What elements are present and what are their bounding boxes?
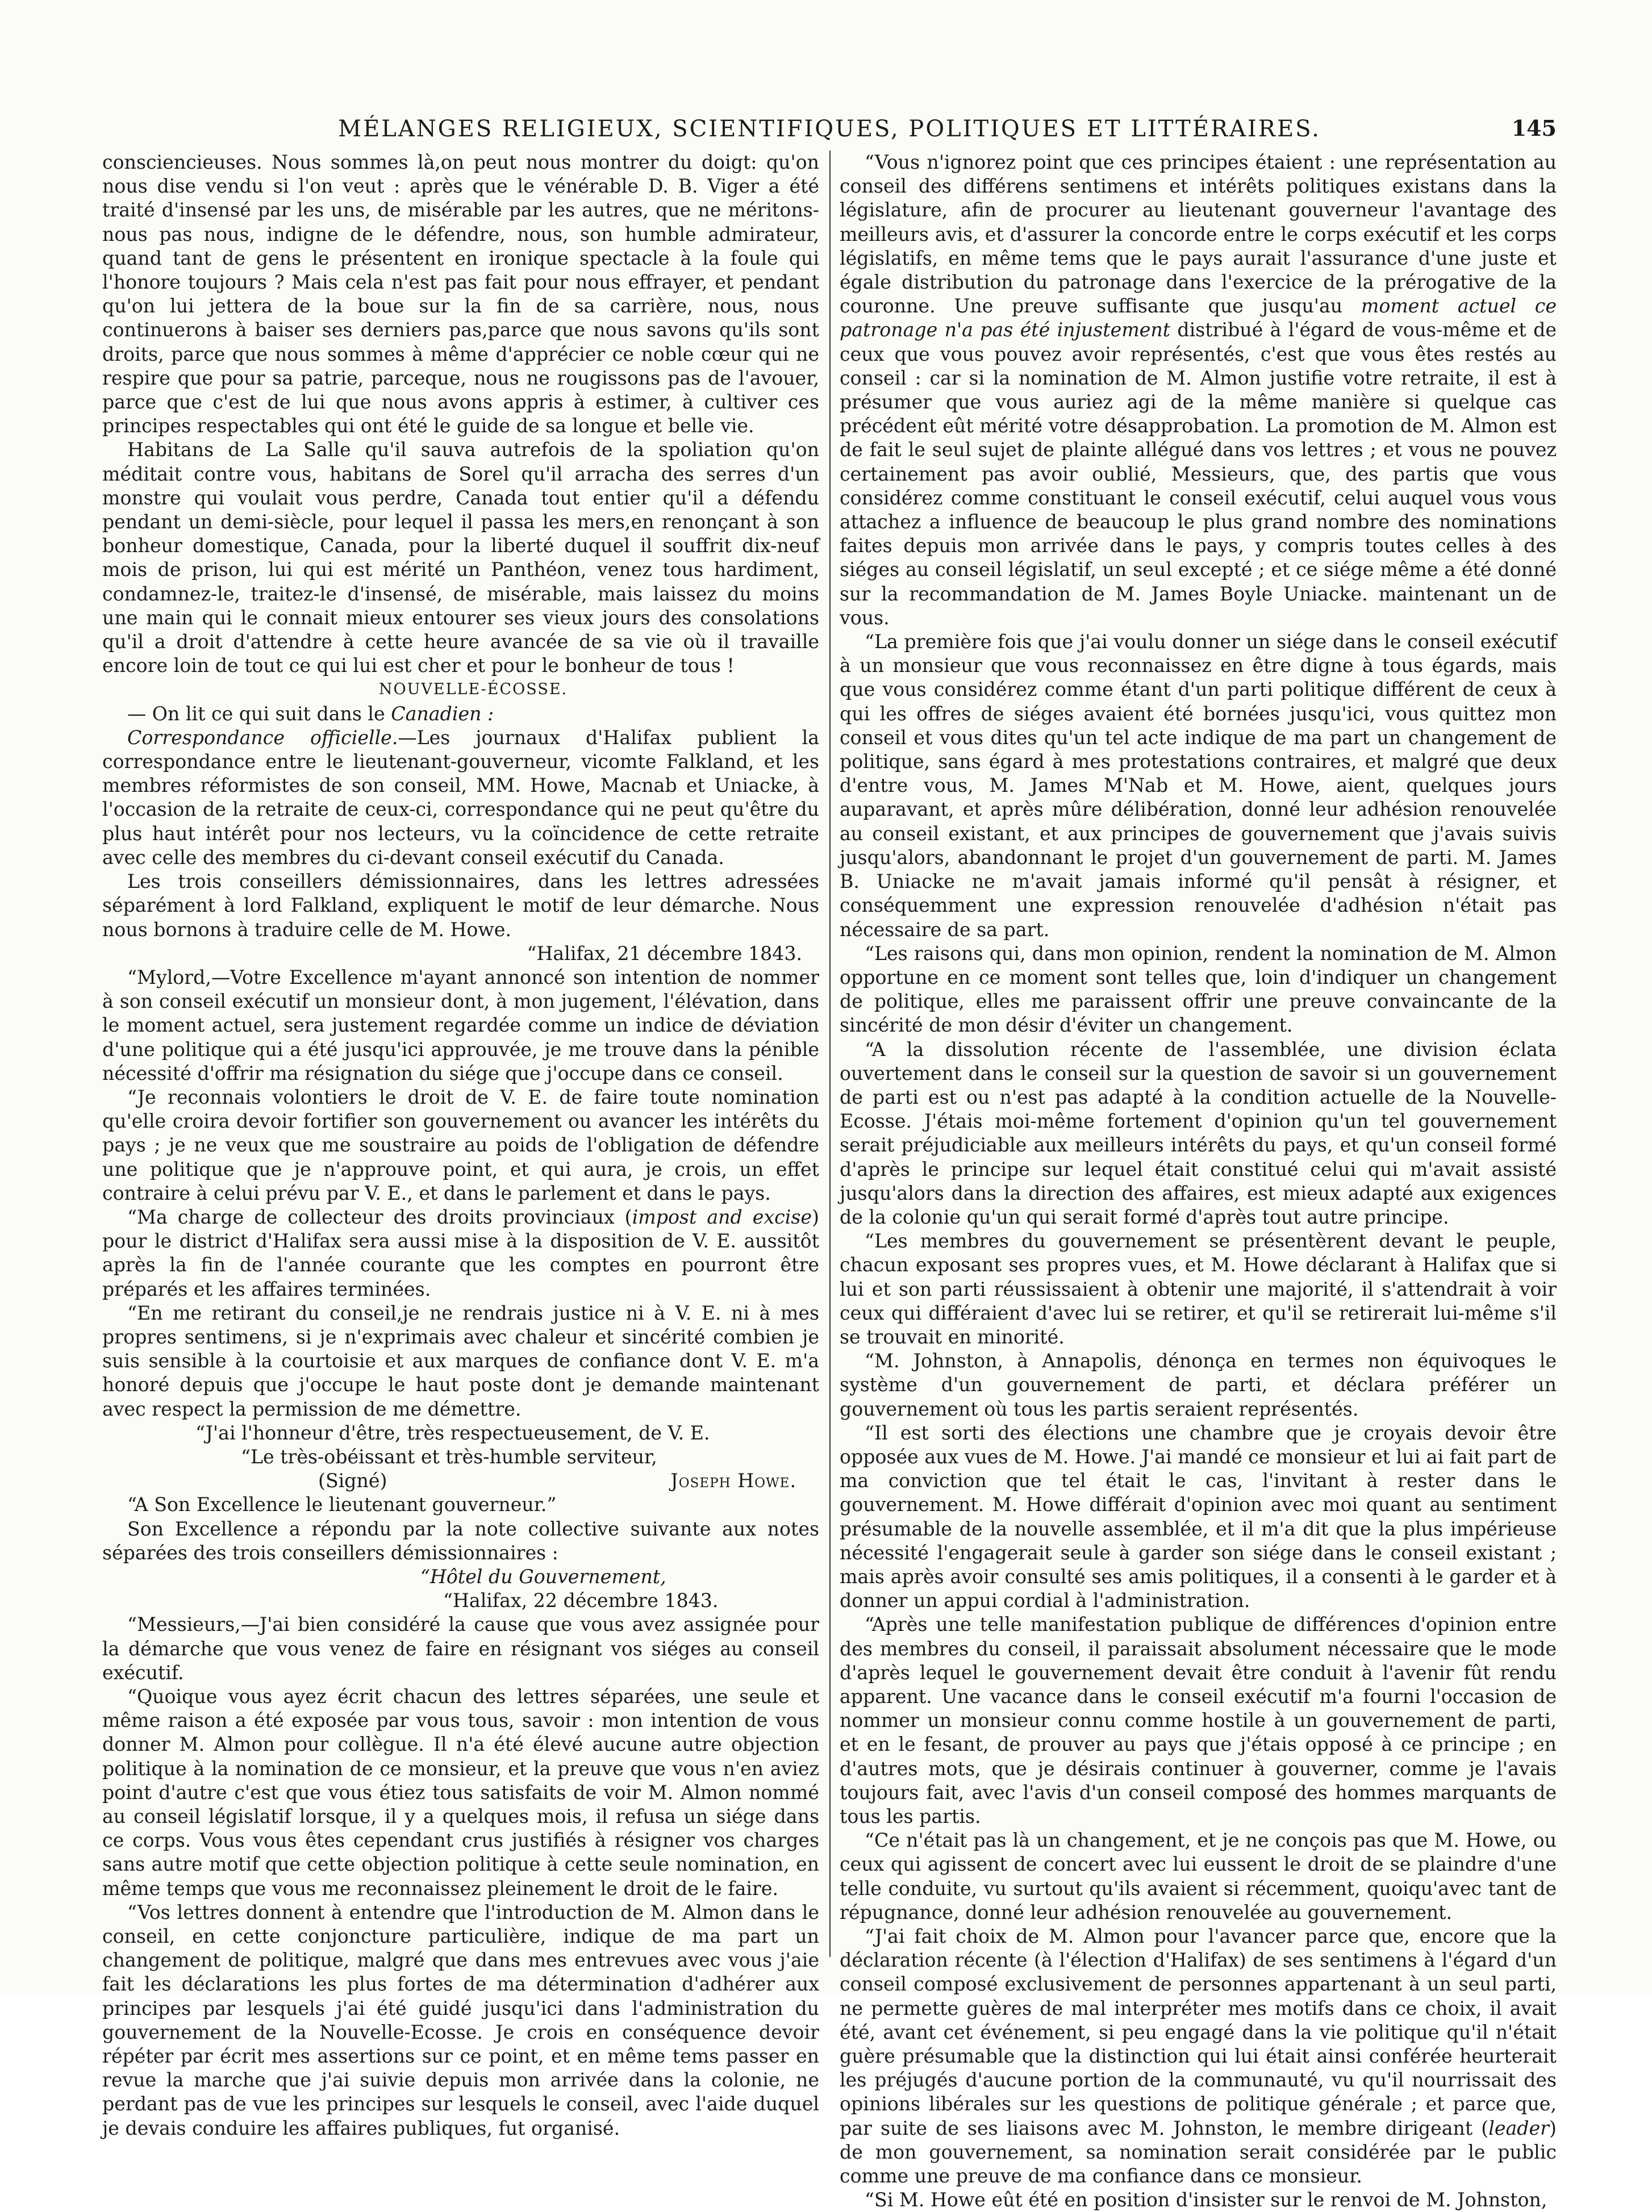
- closing: “Le très-obéissant et très-humble serviteur,: [241, 1445, 657, 1468]
- text: “Vous n'ignorez point que ces principes étaient : une représentation au conseil des différens sentimens et intérêts politiques existans dans la législature, afin de procurer au lieutenant gouverneur l'avantage des meilleurs avis, et d'assurer la concorde entre le corps exécutif et les corps législatifs, en même tems que le pays aurait l'assurance d'une juste et égale distribution du patronage dans l'exercice de la prérogative de la couronne. Une preuve suffisante que jusqu'au: [840, 151, 1557, 318]
- emphasis: impost and excise: [632, 1205, 812, 1228]
- letter-paragraph: “A la dissolution récente de l'assemblée, une division éclata ouvertement dans le conseil sur la question de savoir si un gouvernement de parti est ou n'est pas adapté à la condition actuelle de la Nouvelle-Ecosse. J'étais moi-même fortement d'opinion qu'un tel gouvernement serait préjudiciable aux meilleurs intérêts du pays, et qu'un conseil formé d'après le principe sur lequel était constitué celui qui m'avait assisté jusqu'alors dans la direction des affaires, est mieux adapté aux exigences de la colonie qu'un qui serait formé d'après tout autre principe.: [840, 1038, 1557, 1228]
- page-number: 145: [1511, 115, 1557, 141]
- letter-paragraph: [102, 1205, 819, 1301]
- source-name: Canadien :: [391, 702, 494, 725]
- paragraph: [102, 702, 819, 726]
- signature-line: [102, 1469, 819, 1493]
- closing: “J'ai l'honneur d'être, très respectueusement, de V. E.: [195, 1421, 710, 1444]
- place-line: “Hôtel du Gouvernement,: [420, 1565, 666, 1588]
- dateline: “Halifax, 21 décembre 1843.: [527, 942, 802, 965]
- signed-mark: (Signé): [318, 1470, 387, 1492]
- paragraph: consciencieuses. Nous sommes là,on peut nous montrer du doigt: qu'on nous dise vendu si l'on veut : après que le vénérable D. B. Viger a été traité d'insensé par les uns, de misérable par les autres, que ne méritons-nous pas nous, indigne de le défendre, nous, son humble admirateur, quand tant de gens le présentent en ironique spectacle à la foule qui l'honore toujours ? Mais cela n'est pas fait pour nous effrayer, et pendant qu'on lui jettera de la boue sur la fin de sa carrière, nous, nous continuerons à baiser ses derniers pas,parce que nous savons qu'ils sont droits, parce que nous sommes à même d'apprécier ce noble cœur qui ne respire que pour sa patrie, parceque, nous ne rougissons pas de l'avouer, parce que c'est de lui que nous avons appris à estimer, à cultiver ces principes respectables qui ont été le guide de sa longue et belle vie.: [102, 151, 819, 437]
- letter-paragraph: [840, 1925, 1557, 2188]
- letter-paragraph: “M. Johnston, à Annapolis, dénonça en termes non équivoques le système d'un gouvernement de parti, et déclara préférer un gouvernement où tous les partis seraient représentés.: [840, 1350, 1557, 1420]
- paragraph: Son Excellence a répondu par la note collective suivante aux notes séparées des trois conseillers démissionnaires :: [102, 1517, 819, 1564]
- page-header: [102, 97, 1557, 142]
- left-column: [102, 151, 819, 2139]
- letter-paragraph: “Ce n'était pas là un changement, et je ne conçois pas que M. Howe, ou ceux qui agissent de concert avec lui eussent le droit de se plaindre d'une telle conduite, vu surtout qu'ils avaient si récemment, quoiqu'avec tant de répugnance, donné leur adhésion renouvelée au gouvernement.: [840, 1829, 1557, 1923]
- emphasis: leader: [1488, 2117, 1550, 2139]
- letter-paragraph: “Quoique vous ayez écrit chacun des lettres séparées, une seule et même raison a été exposée par vous tous, savoir : mon intention de vous donner M. Almon pour collègue. Il n'a été élevé aucune autre objection politique à la nomination de ce monsieur, et la preuve que vous n'en aviez point d'autre c'est que vous étiez tous satisfaits de voir M. Almon nommé au conseil législatif lorsque, il y a quelques mois, il refusa un siége dans ce corps. Vous vous êtes cependant crus justifiés à résigner vos charges sans autre motif que cette objection politique à cette seule nomination, en même temps que vous me reconnaissez pleinement le droit de le faire.: [102, 1685, 819, 1900]
- text: “J'ai fait choix de M. Almon pour l'avancer parce que, encore que la déclaration récente (à l'élection d'Halifax) de ses sentimens à l'égard d'un conseil composé exclusivement de personnes appartenant à un seul parti, ne permette guères de mal interpréter mes motifs dans ce choix, il avait été, avant cet événement, si peu engagé dans la vie politique qu'il n'était guère présumable que la distinction qui lui était ainsi conférée heurterait les préjugés d'aucune portion de la communauté, vu qu'il nourrissait des opinions libérales sur les questions de politique générale ; et parce que, par suite de ses liaisons avec M. Johnston, le membre dirigeant (: [840, 1925, 1557, 2139]
- letter-paragraph: “Vos lettres donnent à entendre que l'introduction de M. Almon dans le conseil, en cette conjoncture particulière, indique de ma part un changement de politique, malgré que dans mes entrevues avec vous j'aie fait les déclarations les plus fortes de ma détermination d'adhérer aux principes par lesquels j'ai été guidé jusqu'ici dans l'administration du gouvernement de la Nouvelle-Ecosse. Je crois en conséquence devoir répéter par écrit mes assertions sur ce point, et en même tems passer en revue la marche que j'ai suivie depuis mon arrivée dans la colonie, ne perdant pas de vue les principes sur lesquels le conseil, avec l'aide duquel je devais conduire les affaires publiques, fut organisé.: [102, 1901, 819, 2139]
- letter-paragraph: “Si M. Howe eût été en position d'insister sur le renvoi de M. Johnston,: [865, 2189, 1547, 2211]
- text: ) pour le district d'Halifax sera aussi mise à la disposition de V. E. aussitôt après la fin de l'année courante que les comptes en pourront être préparés et les affaires terminées.: [102, 1205, 819, 1300]
- address-line: “A Son Excellence le lieutenant gouverneur.”: [127, 1493, 557, 1516]
- letter-paragraph: “Les raisons qui, dans mon opinion, rendent la nomination de M. Almon opportune en ce moment sont telles que, loin d'indiquer un changement de politique, elles me paraissent offrir une preuve convaincante de la sincérité de mon désir d'éviter un changement.: [840, 942, 1557, 1037]
- text: distribué à l'égard de vous-même et de ceux que vous pouvez avoir représentés, c'est que vous êtes restés au conseil : car si la nomination de M. Almon justifie votre retraite, il est à présumer que vous auriez agi de la même manière si quelque cas précédent eût mérité votre désapprobation. La promotion de M. Almon est de fait le seul sujet de plainte allégué dans vos lettres ; et vous ne pouvez certainement pas avoir oublié, Messieurs, que, des partis que vous considérez comme constituant le conseil exécutif, celui auquel vous vous attachez a influence de beaucoup le plus grand nombre des nominations faites depuis mon arrivée dans le pays, y compris toutes celles à des siéges au conseil législatif, un seul excepté ; et ce siége même a été donné sur la recommandation de M. James Boyle Uniacke. maintenant un de vous.: [840, 319, 1557, 629]
- letter-paragraph: “Les membres du gouvernement se présentèrent devant le peuple, chacun exposant ses propres vues, et M. Howe déclarant à Halifax que si lui et son parti réussissaient à obtenir une majorité, il s'attendrait à voir ceux qui différaient d'avec lui se retirer, et qu'il se retirerait lui-même s'il se trouvait en minorité.: [840, 1230, 1557, 1348]
- right-column: [840, 151, 1557, 2211]
- letter-paragraph: “Il est sorti des élections une chambre que je croyais devoir être opposée aux vues de M. Howe. J'ai mandé ce monsieur et lui ai fait part de ma conviction que tel était le cas, l'invitant à rester dans le gouvernement. M. Howe différait d'opinion avec moi quant au sentiment présumable de la nouvelle assemblée, et il m'a dit que la plus impérieuse nécessité l'engagerait seule à garder son siége dans le conseil existant ; mais après avoir consulté ses amis politiques, il a consenti à le garder et à donner un appui cordial à l'administration.: [840, 1421, 1557, 1612]
- paragraph: Habitans de La Salle qu'il sauva autrefois de la spoliation qu'on méditait contre vous, habitans de Sorel qu'il arracha des serres d'un monstre qui voulait vous perdre, Canada tout entier qu'il a défendu pendant un demi-siècle, pour lequel il passa les mers,en renonçant à son bonheur domestique, Canada, pour la liberté duquel il souffrit dix-neuf mois de prison, lui qui est mérité un Panthéon, venez tous hardiment, condamnez-le, traitez-le d'insensé, de misérable, mais laissez du moins une main qui le connait mieux entourer ses vieux jours des consolations qu'il a droit d'attendre à cette heure avancée de sa vie où il travaille encore loin de tout ce qui lui est cher et pour le bonheur de tous !: [102, 439, 819, 677]
- running-title: MÉLANGES RELIGIEUX, SCIENTIFIQUES, POLITIQUES ET LITTÉRAIRES.: [338, 116, 1321, 142]
- signer-name: Joseph Howe.: [670, 1470, 796, 1492]
- section-heading: NOUVELLE-ÉCOSSE.: [378, 681, 568, 699]
- article-text: —Les journaux d'Halifax publient la correspondance entre le lieutenant-gouverneur, vicomte Falkland, et les membres réformistes de son conseil, MM. Howe, Macnab et Uniacke, à l'occasion de la retraite de ceux-ci, correspondance qui ne peut qu'être du plus haut intérêt pour nos lecteurs, vu la coïncidence de cette retraite avec celle des membres du ci-devant conseil exécutif du Canada.: [102, 726, 819, 869]
- letter-paragraph: “Messieurs,—J'ai bien considéré la cause que vous avez assignée pour la démarche que vous venez de faire en résignant vos siéges au conseil exécutif.: [102, 1613, 819, 1684]
- text: ) de mon gouvernement, sa nomination serait considérée par le public comme une preuve de ma confiance dans ce monsieur.: [840, 2117, 1557, 2188]
- intro-text: — On lit ce qui suit dans le: [127, 702, 391, 725]
- dateline: “Halifax, 22 décembre 1843.: [443, 1589, 719, 1612]
- text: “Ma charge de collecteur des droits provinciaux (: [127, 1205, 632, 1228]
- paragraph: [102, 726, 819, 870]
- article-title: Correspondance officielle.: [127, 726, 398, 749]
- letter-paragraph: “Je reconnais volontiers le droit de V. E. de faire toute nomination qu'elle croira devoir fortifier son gouvernement ou avancer les intérêts du pays ; je ne veux que me soustraire au poids de l'obligation de défendre une politique que je n'approuve point, et qui aura, je crois, un effet contraire à celui prévu par V. E., et dans le parlement et dans le pays.: [102, 1086, 819, 1204]
- emphasis: moment actuel ce patronage n'a pas été injustement: [840, 295, 1557, 341]
- letter-paragraph: “La première fois que j'ai voulu donner un siége dans le conseil exécutif à un monsieur que vous reconnaissez en être digne à tous égards, mais que vous considérez comme étant d'un parti politique différent de ceux à qui les offres de siéges avaient été bornées jusqu'ici, vous quittez mon conseil et vous dites qu'un tel acte indique de ma part un changement de politique, sans égard à mes protestations contraires, et malgré que deux d'entre vous, M. James M'Nab et M. Howe, aient, quelques jours auparavant, et après mûre délibération, donné leur adhésion renouvelée au conseil existant, et aux principes de gouvernement que j'avais suivis jusqu'alors, abandonnant le projet d'un gouvernement de parti. M. James B. Uniacke ne m'avait jamais informé qu'il pensât à résigner, et conséquemment une expression renouvelée d'adhésion n'était pas nécessaire de sa part.: [840, 631, 1557, 941]
- paragraph: Les trois conseillers démissionnaires, dans les lettres adressées séparément à lord Falkland, expliquent le motif de leur démarche. Nous nous bornons à traduire celle de M. Howe.: [102, 870, 819, 941]
- letter-paragraph: [840, 151, 1557, 630]
- letter-paragraph: “En me retirant du conseil,je ne rendrais justice ni à V. E. ni à mes propres sentimens, si je n'exprimais avec chaleur et sincérité combien je suis sensible à la courtoisie et aux marques de confiance dont V. E. m'a honoré depuis que j'occupe le haut poste dont je demande maintenant avec respect la permission de me démettre.: [102, 1301, 819, 1420]
- letter-paragraph: “Après une telle manifestation publique de différences d'opinion entre des membres du conseil, il paraissait absolument nécessaire que le mode d'après lequel le gouvernement devait être conduit à l'avenir fût rendu apparent. Une vacance dans le conseil exécutif m'a fourni l'occasion de nommer un monsieur connu comme hostile à un gouvernement de parti, et en le fesant, de prouver au pays que j'étais opposé à ce principe ; en d'autres mots, que je désirais continuer à gouverner, comme je l'avais toujours fait, avec l'avis d'un conseil composé des hommes marquants de tous les partis.: [840, 1613, 1557, 1828]
- letter-paragraph: “Mylord,—Votre Excellence m'ayant annoncé son intention de nommer à son conseil exécutif un monsieur dont, à mon jugement, l'élévation, dans le moment actuel, sera justement regardée comme un indice de déviation d'une politique qui a été jusqu'ici approuvée, je me trouve dans la pénible nécessité d'offrir ma résignation du siége que j'occupe dans ce conseil.: [102, 966, 819, 1084]
- column-rule: [829, 151, 831, 1957]
